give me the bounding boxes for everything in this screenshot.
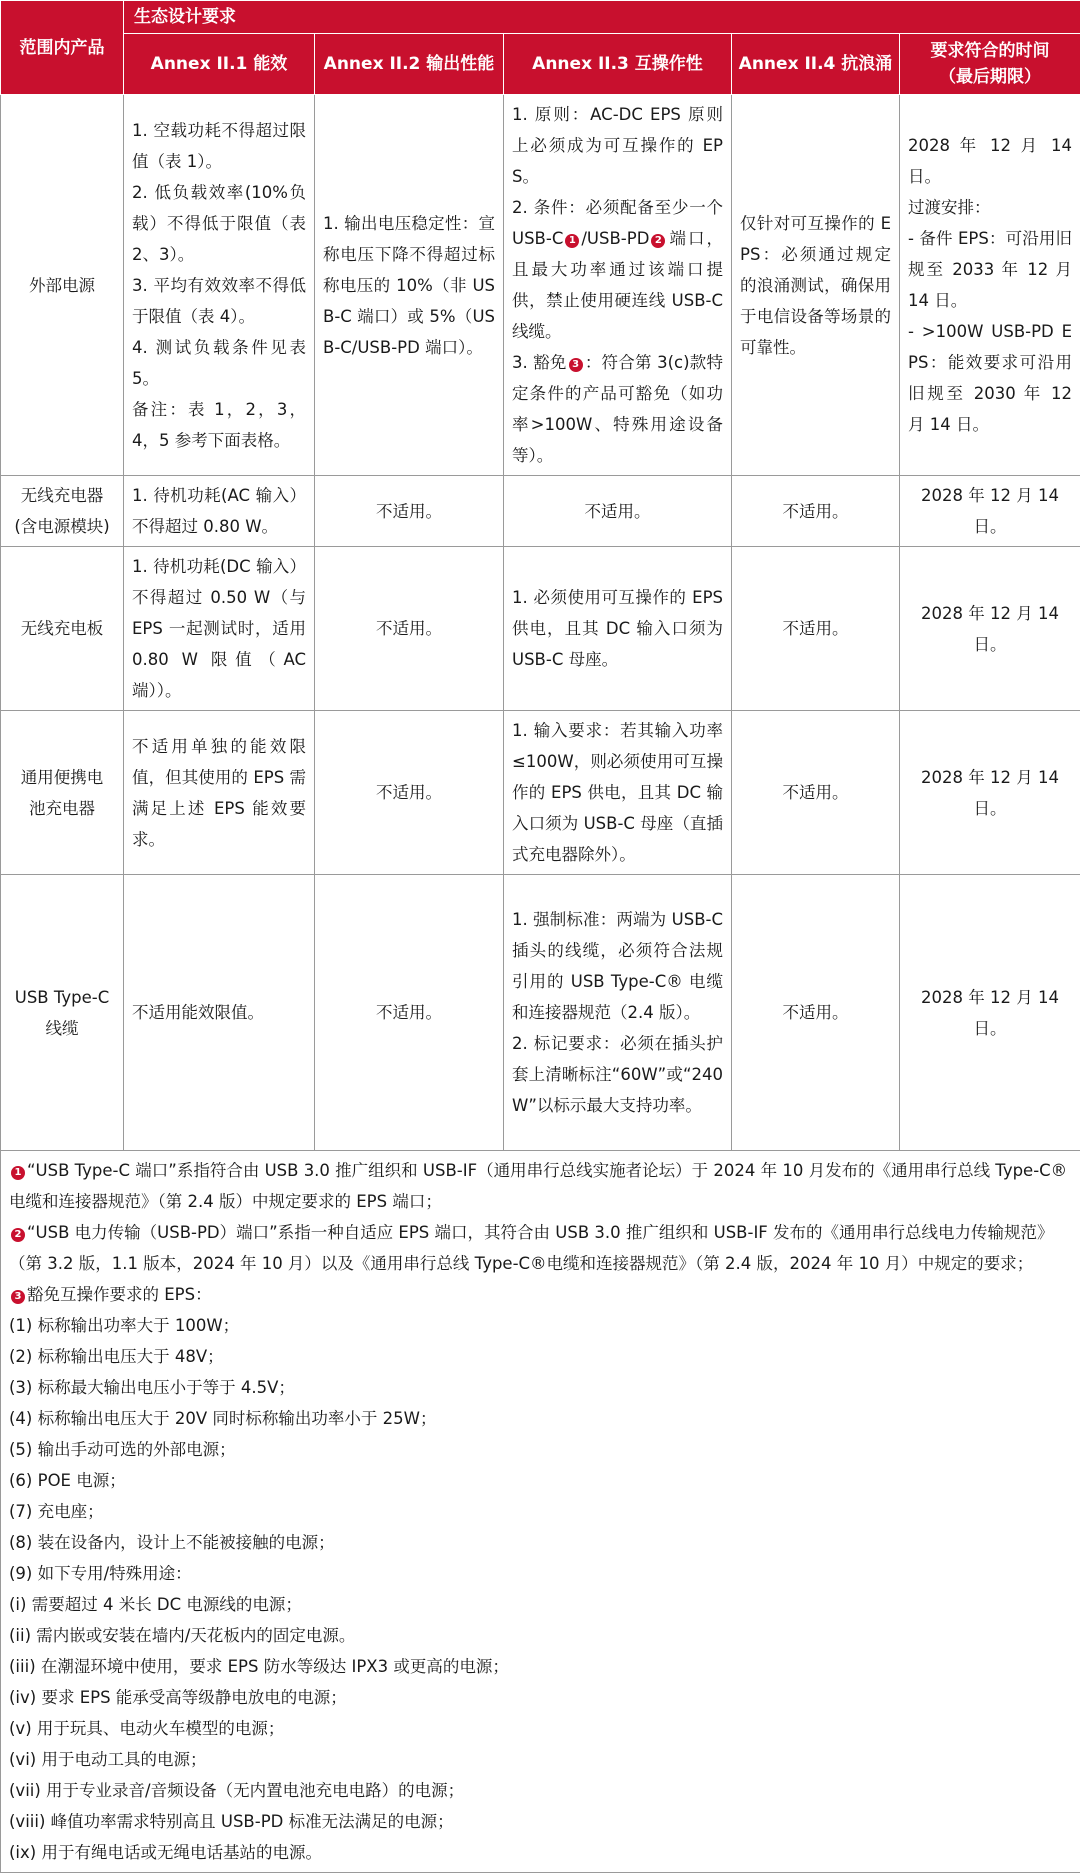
footnote-3-icon: 3 bbox=[569, 358, 583, 372]
exempt-item: (i) 需要超过 4 米长 DC 电源线的电源； bbox=[9, 1589, 1072, 1620]
wireless-charger-interoperability: 不适用。 bbox=[504, 476, 732, 547]
usbc-cable-surge: 不适用。 bbox=[732, 875, 900, 1151]
battery-charger-energy-efficiency: 不适用单独的能效限值，但其使用的 EPS 需满足上述 EPS 能效要求。 bbox=[124, 711, 315, 875]
eps-energy-efficiency: 1. 空载功耗不得超过限值（表 1）。 2. 低负载效率(10%负载）不得低于限值（表 2、3）。 3. 平均有效效率不得低于限值（表 4）。 4. 测试负载条件见表 5。 备注：表 1，2，3，4，5 参考下面表格。 bbox=[124, 95, 315, 476]
usbc-cable-deadline: 2028 年 12 月 14 日。 bbox=[900, 875, 1080, 1151]
footnote-2-icon: 2 bbox=[651, 234, 665, 248]
battery-charger-surge: 不适用。 bbox=[732, 711, 900, 875]
header-output-performance: Annex II.2 输出性能 bbox=[315, 34, 504, 95]
usbc-cable-energy-efficiency: 不适用能效限值。 bbox=[124, 875, 315, 1151]
wireless-charger-output: 不适用。 bbox=[315, 476, 504, 547]
exempt-item: (vii) 用于专业录音/音频设备（无内置电池充电电路）的电源； bbox=[9, 1775, 1072, 1806]
battery-charger-deadline: 2028 年 12 月 14 日。 bbox=[900, 711, 1080, 875]
eps-deadline: 2028 年 12 月 14 日。 过渡安排： - 备件 EPS：可沿用旧规至 2033 年 12 月 14 日。 - >100W USB-PD EPS：能效要求可沿用旧规至 2030 年 12 月 14 日。 bbox=[900, 95, 1080, 476]
table-row bbox=[1, 547, 1080, 711]
exempt-item: (2) 标称输出电压大于 48V； bbox=[9, 1341, 1072, 1372]
usbc-cable-interoperability: 1. 强制标准：两端为 USB-C 插头的线缆，必须符合法规引用的 USB Type-C® 电缆和连接器规范（2.4 版）。 2. 标记要求：必须在插头护套上清晰标注“60W”或“240W”以标示最大支持功率。 bbox=[504, 875, 732, 1151]
footnote-1-icon: 1 bbox=[11, 1166, 25, 1180]
exempt-item: (vi) 用于电动工具的电源； bbox=[9, 1744, 1072, 1775]
header-deadline: 要求符合的时间 （最后期限） bbox=[900, 34, 1080, 95]
exempt-item: (iii) 在潮湿环境中使用，要求 EPS 防水等级达 IPX3 或更高的电源； bbox=[9, 1651, 1072, 1682]
exempt-item: (3) 标称最大输出电压小于等于 4.5V； bbox=[9, 1372, 1072, 1403]
footnote-1-icon: 1 bbox=[565, 234, 579, 248]
exempt-item: (8) 装在设备内，设计上不能被接触的电源； bbox=[9, 1527, 1072, 1558]
exempt-item: (viii) 峰值功率需求特别高且 USB-PD 标准无法满足的电源； bbox=[9, 1806, 1072, 1837]
table-row bbox=[1, 95, 1080, 476]
footnote-2-icon: 2 bbox=[11, 1228, 25, 1242]
wireless-pad-energy-efficiency: 1. 待机功耗(DC 输入）不得超过 0.50 W（与 EPS 一起测试时，适用 0.80 W 限值（AC 端））。 bbox=[124, 547, 315, 711]
product-wireless-pad: 无线充电板 bbox=[1, 547, 124, 711]
exempt-item: (iv) 要求 EPS 能承受高等级静电放电的电源； bbox=[9, 1682, 1072, 1713]
usbc-cable-output: 不适用。 bbox=[315, 875, 504, 1151]
wireless-pad-surge: 不适用。 bbox=[732, 547, 900, 711]
footnote-1: 1 “USB Type-C 端口”系指符合由 USB 3.0 推广组织和 USB-IF（通用串行总线实施者论坛）于 2024 年 10 月发布的《通用串行总线 Type-C®电缆和连接器规范》（第 2.4 版）中规定要求的 EPS 端口； bbox=[9, 1155, 1072, 1217]
exempt-item: (4) 标称输出电压大于 20V 同时标称输出功率小于 25W； bbox=[9, 1403, 1072, 1434]
wireless-charger-energy-efficiency: 1. 待机功耗(AC 输入）不得超过 0.80 W。 bbox=[124, 476, 315, 547]
wireless-pad-deadline: 2028 年 12 月 14 日。 bbox=[900, 547, 1080, 711]
footnote-3: 3 豁免互操作要求的 EPS： bbox=[9, 1279, 1072, 1310]
wireless-charger-surge: 不适用。 bbox=[732, 476, 900, 547]
footnote-2: 2 “USB 电力传输（USB-PD）端口”系指一种自适应 EPS 端口，其符合由 USB 3.0 推广组织和 USB-IF 发布的《通用串行总线电力传输规范》（第 3.2 版，1.1 版本，2024 年 10 月）以及《通用串行总线 Type-C®电缆和连接器规范》（第 2.4 版，2024 年 10 月）中规定的要求； bbox=[9, 1217, 1072, 1279]
exempt-item: (9) 如下专用/特殊用途： bbox=[9, 1558, 1072, 1589]
eps-output-performance: 1. 输出电压稳定性：宣称电压下降不得超过标称电压的 10%（非 USB-C 端口）或 5%（USB-C/USB-PD 端口）。 bbox=[315, 95, 504, 476]
header-scope: 范围内产品 bbox=[1, 1, 124, 95]
footnote-3-icon: 3 bbox=[11, 1290, 25, 1304]
exempt-item: (5) 输出手动可选的外部电源； bbox=[9, 1434, 1072, 1465]
table-row bbox=[1, 875, 1080, 1151]
product-wireless-charger: 无线充电器 (含电源模块) bbox=[1, 476, 124, 547]
wireless-charger-deadline: 2028 年 12 月 14 日。 bbox=[900, 476, 1080, 547]
header-surge: Annex II.4 抗浪涌 bbox=[732, 34, 900, 95]
wireless-pad-interoperability: 1. 必须使用可互操作的 EPS 供电，且其 DC 输入口须为 USB-C 母座。 bbox=[504, 547, 732, 711]
footnotes bbox=[1, 1151, 1080, 1873]
eps-interoperability: 1. 原则：AC-DC EPS 原则上必须成为可互操作的 EPS。 2. 条件：必须配备至少一个 USB-C 1 /USB-PD 2 端口，且最大功率通过该端口提供，禁止使用硬连线 USB-C 线缆。 3. 豁免 3 ：符合第 3(c)款特定条件的产品可豁免（如功率>100W、特殊用途设备等）。 bbox=[504, 95, 732, 476]
product-battery-charger: 通用便携电 池充电器 bbox=[1, 711, 124, 875]
exempt-item: (v) 用于玩具、电动火车模型的电源； bbox=[9, 1713, 1072, 1744]
exempt-item: (1) 标称输出功率大于 100W； bbox=[9, 1310, 1072, 1341]
table-row bbox=[1, 711, 1080, 875]
table-row bbox=[1, 476, 1080, 547]
exempt-item: (ix) 用于有绳电话或无绳电话基站的电源。 bbox=[9, 1837, 1072, 1868]
battery-charger-output: 不适用。 bbox=[315, 711, 504, 875]
exempt-item: (ii) 需内嵌或安装在墙内/天花板内的固定电源。 bbox=[9, 1620, 1072, 1651]
battery-charger-interoperability: 1. 输入要求：若其输入功率≤100W，则必须使用可互操作的 EPS 供电，且其 DC 输入口须为 USB-C 母座（直插式充电器除外）。 bbox=[504, 711, 732, 875]
eps-surge: 仅针对可互操作的 EPS：必须通过规定的浪涌测试，确保用于电信设备等场景的可靠性。 bbox=[732, 95, 900, 476]
exempt-item: (7) 充电座； bbox=[9, 1496, 1072, 1527]
wireless-pad-output: 不适用。 bbox=[315, 547, 504, 711]
exempt-item: (6) POE 电源； bbox=[9, 1465, 1072, 1496]
product-usbc-cable: USB Type-C 线缆 bbox=[1, 875, 124, 1151]
notes-row bbox=[1, 1151, 1080, 1873]
header-interoperability: Annex II.3 互操作性 bbox=[504, 34, 732, 95]
header-group: 生态设计要求 bbox=[124, 1, 1080, 34]
header-energy-efficiency: Annex II.1 能效 bbox=[124, 34, 315, 95]
product-eps: 外部电源 bbox=[1, 95, 124, 476]
